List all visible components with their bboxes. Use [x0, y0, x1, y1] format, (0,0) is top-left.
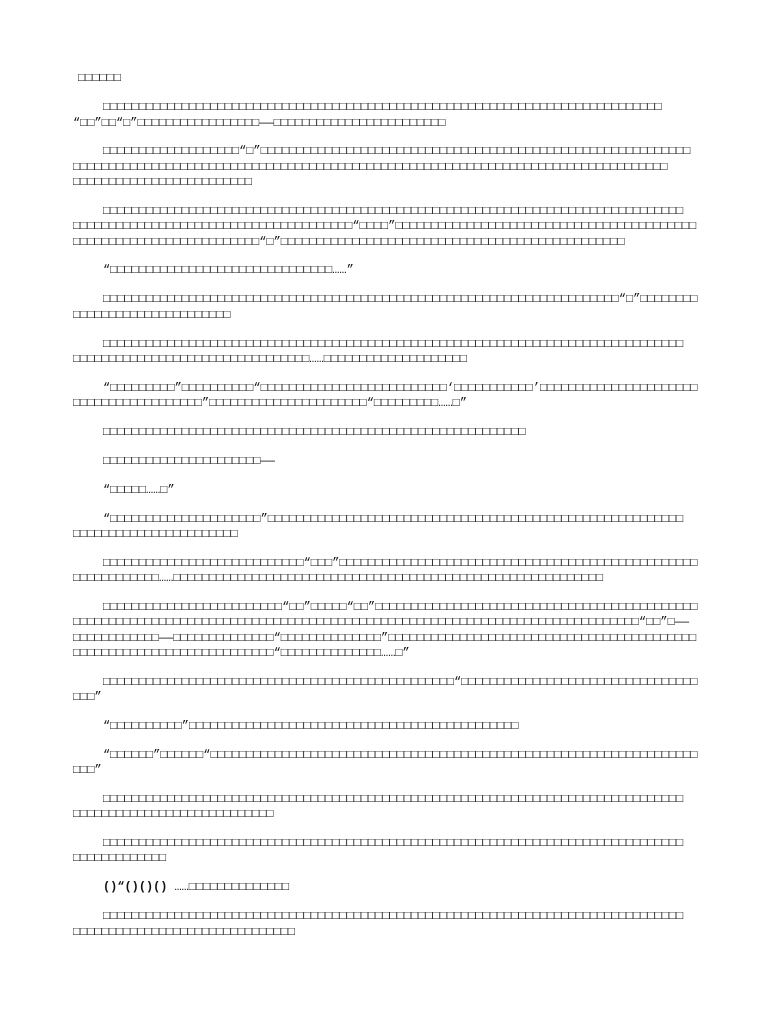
paragraph-line: □□□□□□□□□□□□□□□□□□□□□□□□□□□□□□□□□……□□□□□□□□□□□□□□□□□□□□ — [73, 351, 468, 366]
paragraph-line: □□□□□□□□□□□□□□□□□□□□□□□□□□□□ — [73, 807, 274, 822]
paragraph-line: “□□□□□□”□□□□□□“□□□□□□□□□□□□□□□□□□□□□□□□□□□□□□□□□□□□□□□□□□□□□□□□□□□□□□□□□□□□□□□□□□□□ — [103, 747, 698, 762]
paragraph-line: □□□□□□□□□□□□□□□□□□□□□□□□□□□□□□□□□□□□□□□“□□□□”□□□□□□□□□□□□□□□□□□□□□□□□□□□□□□□□□□□□□□□□□□ — [73, 219, 697, 234]
paragraph-line: “□□□□□□□□□□□□□□□□□□□□□”□□□□□□□□□□□□□□□□□□□□□□□□□□□□□□□□□□□□□□□□□□□□□□□□□□□□□□□□□□ — [103, 511, 684, 526]
paragraph-line: □□□” — [73, 690, 102, 705]
paragraph — [73, 748, 703, 779]
paragraph-line: □□□□□□□□□□□□□□□□□□□□□□□□□□□□□□□□□□□□□□□□□□□□□□□□□□□□□□□□□□□□□□□□□□□□□□□□□□□□□□□“□□”□—— — [73, 615, 690, 630]
paragraph-line: □□□□□□□□□□□□□□□□□□□□□□—— — [103, 453, 275, 468]
paragraph-line: □□□□□□□□□□□□□□□□□□□□□□□□□□□□□□□□□□□□□□□□□□□□□□□□□□□□□□□□□□□ — [103, 424, 526, 439]
paragraph-line: □□□□□□□□□□□□□□□□□□□□□□□ — [73, 526, 238, 541]
document-page — [73, 71, 703, 953]
paragraph-line: “□□□□□……□” — [103, 482, 175, 497]
paragraph-line: □□□□□□□□□□□□□□□□□□□□□□□□□□□□□□□□□□□□□□□□□□□□□□□□□□□□□□□□□□□□□□□□□□□□□□□□□□□□□□□□□ — [103, 836, 684, 851]
paragraph — [73, 381, 703, 412]
paragraph-line: □□□□□□□□□□□□□□□□□□□“□”□□□□□□□□□□□□□□□□□□□□□□□□□□□□□□□□□□□□□□□□□□□□□□□□□□□□□□□□□□□□ — [103, 144, 691, 159]
paragraph — [73, 263, 703, 278]
paragraph — [73, 836, 703, 867]
paragraph — [73, 719, 703, 734]
paragraph — [73, 600, 703, 661]
paragraph — [73, 512, 703, 543]
paragraph — [73, 337, 703, 368]
paragraph-line: “□□”□□“□”□□□□□□□□□□□□□□□□□——□□□□□□□□□□□□□□□□□□□□□□□□ — [73, 115, 446, 130]
paragraph-line: □□□□□□□□□□□□□□□□□□□□□□□□□□□□“□□□”□□□□□□□□□□□□□□□□□□□□□□□□□□□□□□□□□□□□□□□□□□□□□□□□□□ — [103, 555, 698, 570]
paragraph-line: “□□□□□□□□□”□□□□□□□□□□“□□□□□□□□□□□□□□□□□□□□□□□□□□‘□□□□□□□□□□□’□□□□□□□□□□□□□□□□□□□□□□ — [103, 380, 698, 395]
paragraph — [73, 675, 703, 706]
paragraph — [73, 100, 703, 131]
paragraph-line: “□□□□□□□□□□”□□□□□□□□□□□□□□□□□□□□□□□□□□□□□□□□□□□□□□□□□□□□□□ — [103, 718, 519, 733]
paragraph — [73, 454, 703, 469]
paragraph-line: □□□□□□□□□□□□□□□□□□□□□□□□□□□□□□□□□□□□□□□□□□□□□□□□□□□□□□□□□□□□□□□□□□□□□□□□□□□□□□ — [103, 100, 662, 115]
document-title: □□□□□□ — [78, 71, 121, 86]
bold-mark: ()“()()() — [103, 880, 168, 895]
paragraph-line: □□□□□□□□□□□□□□□□□□□□□□□□□□□□□□□□□□□□□□□□□□□□□□□□□□□□□□□□□□□□□□□□□□□□□□□□“□”□□□□□□□□ — [103, 292, 698, 307]
paragraph-line: □□□□□□□□□□□□□□□□□□□□□□□□□ — [73, 175, 253, 190]
paragraph — [73, 204, 703, 250]
paragraph — [73, 144, 703, 190]
paragraph-text: ……□□□□□□□□□□□□□□ — [174, 880, 290, 895]
paragraph-line: □□□□□□□□□□□□□□□□□□□□□□□□□□□□□□□□□□□□□□□□□□□□□□□□□□□□□□□□□□□□□□□□□□□□□□□□□□□□□□□□□□□ — [73, 159, 668, 174]
paragraph-line: □□□□□□□□□□□□□ — [73, 851, 167, 866]
paragraph-line: □□□□□□□□□□□□□□□□□□□□□□□□□□□□□□□□□□□□□□□□□□□□□□□□□□□□□□□□□□□□□□□□□□□□□□□□□□□□□□□□□ — [103, 909, 684, 924]
paragraph-line: □□□□□□□□□□□□□□□□□□□□□□□□□□□□□□□□□□□□□□□□□□□□□□□□□□□□□□□□□□□□□□□□□□□□□□□□□□□□□□□□□ — [103, 791, 684, 806]
paragraph-line: □□□□□□□□□□□□□□□□□□”□□□□□□□□□□□□□□□□□□□□□□“□□□□□□□□□……□” — [73, 396, 468, 410]
paragraph — [73, 425, 703, 440]
paragraph-line: □□□□□□□□□□□□□□□□□□□□□□□□□□□□“□□□□□□□□□□□□□□……□” — [73, 645, 410, 660]
paragraph-line: □□□□□□□□□□□□□□□□□□□□□□□□□“□□”□□□□□“□□”□□□□□□□□□□□□□□□□□□□□□□□□□□□□□□□□□□□□□□□□□□□□□ — [103, 599, 698, 614]
paragraph-line: □□□□□□□□□□□□□□□□□□□□□□□□□□□□□□□□□□□□□□□□□□□□□□□□□□□□□□□□□□□□□□□□□□□□□□□□□□□□□□□□□ — [103, 336, 684, 351]
paragraph-line — [73, 880, 703, 895]
paragraph-line: □□□□□□□□□□□□□□□□□□□□□□□□□□□□□□□ — [73, 924, 296, 939]
paragraph — [73, 292, 703, 323]
paragraph-line: □□□□□□□□□□□□——□□□□□□□□□□□□□□“□□□□□□□□□□□□□□”□□□□□□□□□□□□□□□□□□□□□□□□□□□□□□□□□□□□□□□□□□□ — [73, 630, 697, 645]
paragraph-line: □□□□□□□□□□□□□□□□□□□□□□□□□□“□”□□□□□□□□□□□□□□□□□□□□□□□□□□□□□□□□□□□□□□□□□□□□□□□□ — [73, 234, 625, 249]
paragraph-line: □□□” — [73, 763, 102, 778]
paragraph-line: □□□□□□□□□□□□……□□□□□□□□□□□□□□□□□□□□□□□□□□□□□□□□□□□□□□□□□□□□□□□□□□□□□□□□□□□□ — [73, 571, 604, 586]
paragraph — [73, 909, 703, 940]
paragraph — [73, 792, 703, 823]
paragraph-line: □□□□□□□□□□□□□□□□□□□□□□ — [73, 307, 231, 322]
paragraph — [73, 880, 703, 895]
paragraph — [73, 483, 703, 498]
paragraph-line: □□□□□□□□□□□□□□□□□□□□□□□□□□□□□□□□□□□□□□□□□□□□□□□□□“□□□□□□□□□□□□□□□□□□□□□□□□□□□□□□□□□ — [103, 674, 698, 689]
paragraph — [73, 556, 703, 587]
paragraph-line: □□□□□□□□□□□□□□□□□□□□□□□□□□□□□□□□□□□□□□□□□□□□□□□□□□□□□□□□□□□□□□□□□□□□□□□□□□□□□□□□□ — [103, 203, 684, 218]
paragraph-line: “□□□□□□□□□□□□□□□□□□□□□□□□□□□□□□□……” — [103, 263, 354, 278]
